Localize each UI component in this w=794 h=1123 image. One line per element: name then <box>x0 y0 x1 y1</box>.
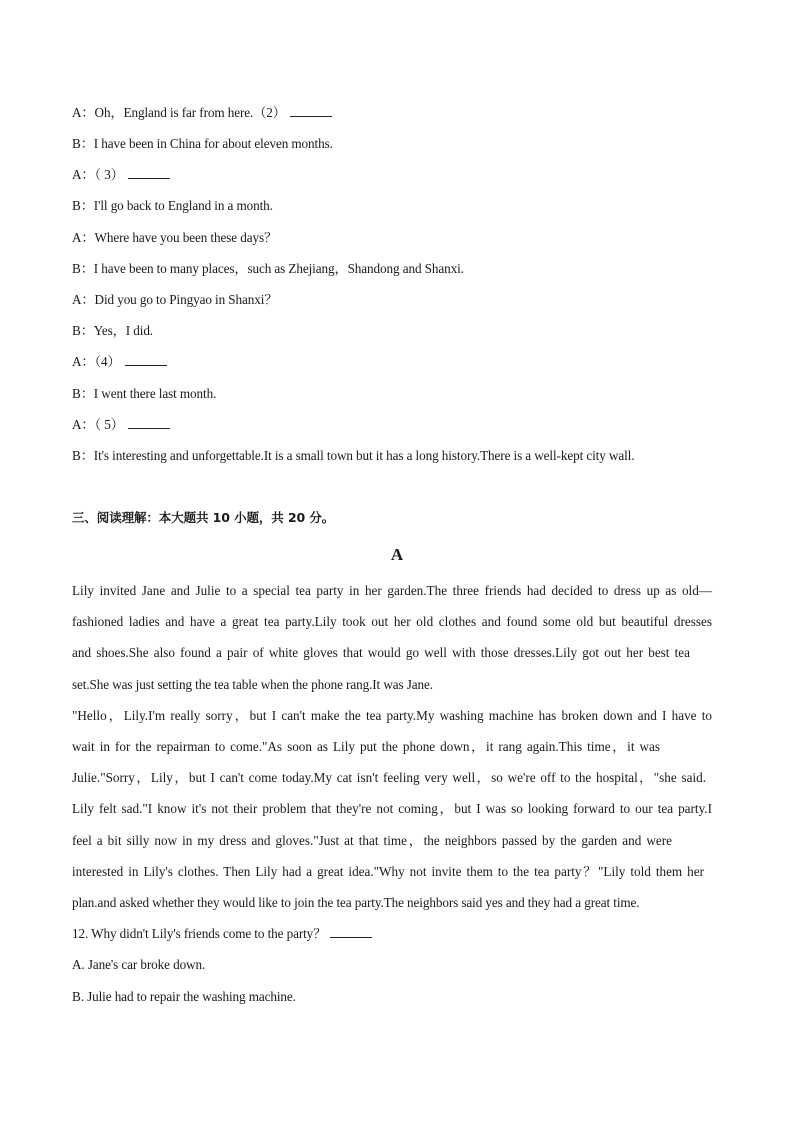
dialogue-line <box>72 448 634 464</box>
passage-title: A <box>390 545 404 564</box>
answer-blank[interactable] <box>128 417 170 429</box>
passage-line: set.She was just setting the tea table when the phone rang.It was Jane. <box>72 677 433 692</box>
answer-blank[interactable] <box>125 354 167 366</box>
dialogue-line <box>72 417 170 433</box>
speaker-label: A： <box>72 167 95 182</box>
speaker-label: B： <box>72 323 94 338</box>
speaker-label: A： <box>72 230 95 245</box>
dialogue-line <box>72 136 333 152</box>
question-stem <box>72 926 372 942</box>
dialogue-line <box>72 386 216 402</box>
dialogue-text: （ 3） <box>94 167 124 182</box>
passage-line: wait in for the repairman to come."As soon as Lily put the phone down，it rang again.This time，it was <box>72 739 660 754</box>
passage-line: feel a bit silly now in my dress and gloves."Just at that time，the neighbors passed by the garden and were <box>72 833 672 848</box>
speaker-label: A： <box>72 292 95 307</box>
speaker-label: B： <box>72 198 94 213</box>
speaker-label: B： <box>72 448 94 463</box>
dialogue-text: （4） <box>94 354 121 369</box>
answer-blank[interactable] <box>330 926 372 938</box>
answer-blank[interactable] <box>290 105 332 117</box>
dialogue-text: It's interesting and unforgettable.It is a small town but it has a long history.There is a well-kept city wall. <box>93 448 635 463</box>
dialogue-line <box>72 167 170 183</box>
passage-line: Lily invited Jane and Julie to a special tea party in her garden.The three friends had decided to dress up as old— <box>72 583 712 598</box>
speaker-label: B： <box>72 386 94 401</box>
dialogue-text: Yes，I did. <box>93 323 154 338</box>
dialogue-line <box>72 105 332 121</box>
dialogue-line <box>72 261 464 277</box>
answer-option-a[interactable]: A. Jane's car broke down. <box>72 957 206 972</box>
dialogue-text: I went there last month. <box>93 386 217 401</box>
speaker-label: B： <box>72 136 94 151</box>
answer-blank[interactable] <box>128 167 170 179</box>
dialogue-text: I have been in China for about eleven months. <box>93 136 333 151</box>
passage-line: "Hello，Lily.I'm really sorry，but I can't make the tea party.My washing machine has broken down and I have to <box>72 708 712 723</box>
dialogue-line <box>72 292 277 308</box>
dialogue-text: Did you go to Pingyao in Shanxi？ <box>94 292 278 307</box>
passage-line: interested in Lily's clothes. Then Lily had a great idea."Why not invite them to the tea party？"Lily told them her <box>72 864 704 879</box>
dialogue-line <box>72 198 273 214</box>
passage-line: Lily felt sad."I know it's not their problem that they're not coming，but I was so looking forward to our tea party.I <box>72 801 712 816</box>
speaker-label: A： <box>72 105 95 120</box>
dialogue-line <box>72 323 153 339</box>
dialogue-text: I'll go back to England in a month. <box>93 198 273 213</box>
passage-line: and shoes.She also found a pair of white gloves that would go well with those dresses.Lily got out her best tea <box>72 645 690 660</box>
speaker-label: B： <box>72 261 94 276</box>
dialogue-text: I have been to many places，such as Zhejiang，Shandong and Shanxi. <box>93 261 464 276</box>
dialogue-text: Where have you been these days？ <box>94 230 278 245</box>
section-heading: 三、阅读理解：本大题共 10 小题，共 20 分。 <box>72 510 335 525</box>
dialogue-line <box>72 230 277 246</box>
question-text: 12. Why didn't Lily's friends come to the party？ <box>72 926 327 941</box>
dialogue-text: （ 5） <box>94 417 124 432</box>
passage-line: plan.and asked whether they would like to join the tea party.The neighbors said yes and they had a great time. <box>72 895 640 910</box>
passage-line: fashioned ladies and have a great tea party.Lily took out her old clothes and found some old but beautiful dresses <box>72 614 712 629</box>
dialogue-line <box>72 354 167 370</box>
dialogue-text: Oh，England is far from here.（2） <box>94 105 286 120</box>
speaker-label: A： <box>72 354 95 369</box>
answer-option-b[interactable]: B. Julie had to repair the washing machine. <box>72 989 296 1004</box>
speaker-label: A： <box>72 417 95 432</box>
passage-line: Julie."Sorry，Lily，but I can't come today.My cat isn't feeling very well，so we're off to the hospital，"she said. <box>72 770 706 785</box>
